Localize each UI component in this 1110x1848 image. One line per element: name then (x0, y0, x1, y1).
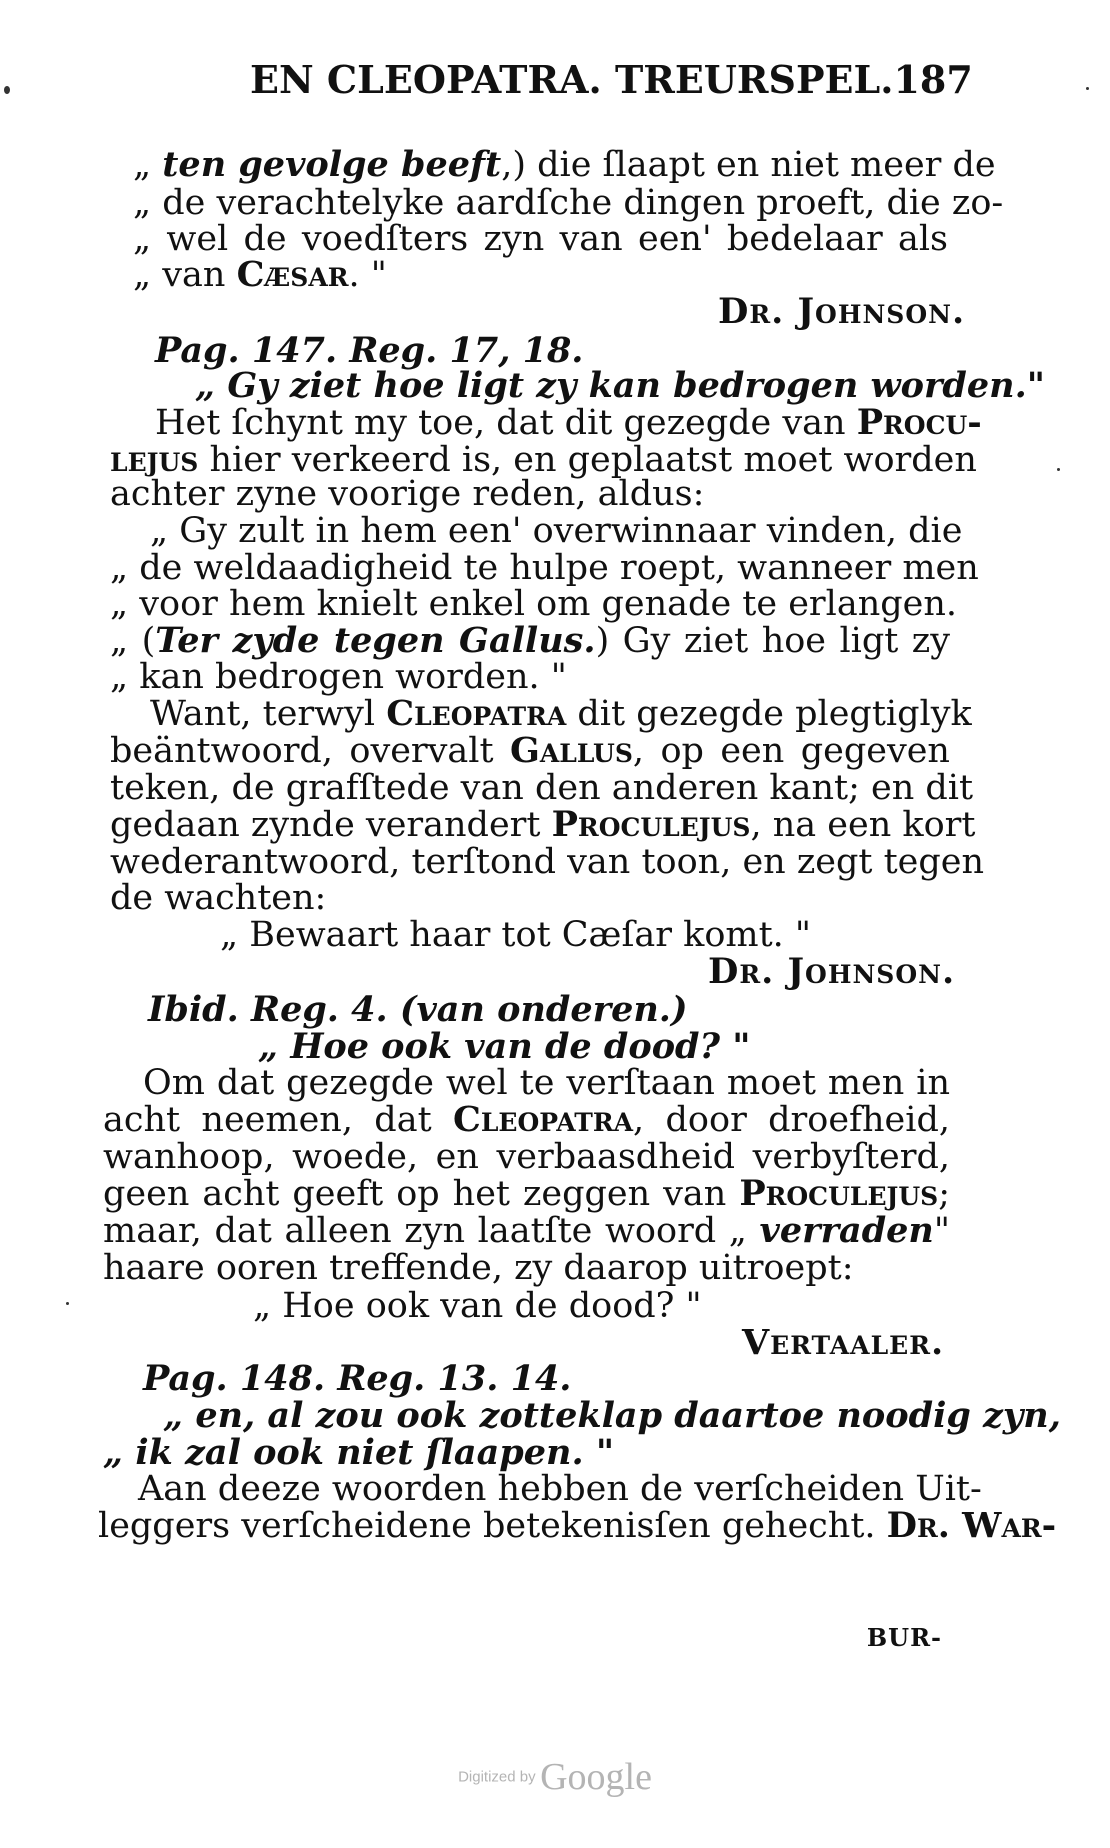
running-title: EN CLEOPATRA. TREURSPEL. (250, 57, 894, 102)
text-run: Om dat gezegde wel te verſtaan moet men in (143, 1063, 950, 1103)
text-run: , na een kort (750, 805, 976, 845)
italic-text: Ibid. Reg. 4. (van onderen.) (148, 989, 688, 1030)
signature-line: Vertaaler. (742, 1322, 945, 1363)
text-line (155, 402, 982, 443)
text-line (110, 584, 958, 624)
text-run: wederantwoord, terſtond van toon, en zegt tegen (110, 842, 985, 882)
text-line (103, 1100, 950, 1140)
text-run: Want, terwyl (150, 694, 387, 734)
digitized-by-label: Digitized by (458, 1768, 536, 1786)
italic-text: Pag. 147. Reg. 17, 18. (155, 330, 584, 371)
name-smallcaps: Procu- (856, 402, 982, 443)
text-run: ,) die ſlaapt en niet meer de (501, 145, 996, 185)
text-run: leggers verſcheidene betekenisſen gehecht. (98, 1506, 887, 1546)
digitized-watermark (0, 1755, 1110, 1799)
text-line (110, 657, 567, 697)
ink-speck (4, 86, 10, 94)
text-line (98, 1505, 1057, 1546)
italic-text: ten gevolge beeft (162, 144, 502, 185)
text-run: " (933, 1211, 950, 1251)
text-line (103, 1211, 950, 1251)
text-line (220, 915, 811, 955)
text-run: „ ( (110, 621, 156, 661)
text-line (133, 255, 387, 295)
text-run: „ de weldaadigheid te hulpe roept, wanneer men (110, 548, 979, 588)
text-run: „ de verachtelyke aardſche dingen proeft, die zo- (133, 183, 1004, 223)
text-line (110, 804, 976, 845)
text-run: achter zyne voorige reden, aldus: (110, 474, 705, 514)
signature-line: Dr. Johnson. (718, 291, 966, 332)
text-line (133, 219, 948, 259)
text-run: geen acht geeft op het zeggen van (103, 1174, 740, 1214)
name-smallcaps: Dr. War- (886, 1505, 1057, 1546)
ink-speck (66, 1302, 69, 1305)
text-run: , door droefheid, (633, 1100, 950, 1140)
name-smallcaps: Proculejus (551, 804, 751, 845)
italic-text: „ Hoe ook van de dood? " (258, 1026, 751, 1067)
italic-text: Ter zyde tegen Gallus. (155, 620, 596, 661)
text-run: ) Gy ziet hoe ligt zy (595, 621, 950, 661)
italic-text: „ Gy ziet hoe ligt zy kan bedrogen worden." (195, 365, 1046, 406)
text-run: „ wel de voedſters zyn van een' bedelaar als (133, 219, 948, 259)
text-run: dit gezegde plegtiglyk (566, 694, 972, 734)
text-line (103, 1433, 614, 1473)
text-run: de wachten: (110, 878, 327, 918)
name-smallcaps: Proculejus (739, 1173, 939, 1214)
text-line (195, 366, 1045, 406)
name-smallcaps: lejus (110, 439, 199, 480)
text-line (253, 1286, 702, 1326)
text-line (138, 1469, 982, 1509)
text-run: hier verkeerd is, en geplaatst moet worden (198, 440, 977, 480)
name-smallcaps: Cleopatra (386, 693, 567, 734)
text-line (110, 621, 950, 661)
text-run: beäntwoord, overvalt (110, 731, 510, 771)
text-run: teken, de grafſtede van den anderen kant; en dit (110, 768, 974, 808)
text-run: haare ooren treffende, zy daarop uitroept: (103, 1248, 854, 1288)
running-header (250, 57, 973, 102)
text-line (110, 731, 950, 771)
text-run: . " (348, 255, 387, 295)
name-smallcaps: Gallus (509, 730, 633, 771)
ink-speck (1086, 87, 1089, 90)
text-run: acht neemen, dat (103, 1100, 453, 1140)
text-line (110, 474, 704, 514)
text-run: ; (938, 1174, 950, 1214)
text-line (150, 693, 972, 734)
text-run: „ (133, 145, 163, 185)
name-smallcaps: Cleopatra (452, 1099, 634, 1140)
text-run: Aan deeze woorden hebben de verſcheiden Uit- (138, 1469, 982, 1509)
name-smallcaps: Cæsar (236, 254, 349, 295)
text-run: „ Bewaart haar tot Cæſar komt. " (220, 915, 812, 955)
text-line (143, 1063, 950, 1103)
text-line (110, 768, 974, 808)
text-run: , op een gegeven (632, 731, 950, 771)
text-line (143, 1359, 572, 1399)
text-run: Het ſchynt my toe, dat dit gezegde van (155, 403, 857, 443)
text-run: „ Hoe ook van de dood? " (253, 1286, 702, 1326)
text-line (103, 1174, 950, 1214)
text-line (103, 1137, 950, 1177)
text-line (110, 842, 985, 882)
text-line (103, 1248, 853, 1288)
text-line (258, 1027, 750, 1067)
italic-text: verraden (759, 1210, 934, 1251)
text-line (133, 183, 1004, 223)
catchword: BUR- (866, 1623, 942, 1652)
text-line (110, 548, 979, 588)
italic-text: „ en, al zou ook zotteklap daartoe noodig zyn, (163, 1395, 1061, 1436)
text-line (150, 511, 963, 551)
text-run: „ Gy zult in hem een' overwinnaar vinden, die (150, 511, 963, 551)
ink-speck (1057, 468, 1060, 471)
google-logo: Google (540, 1756, 652, 1798)
text-line (133, 144, 996, 185)
text-run: gedaan zynde verandert (110, 805, 552, 845)
page-number: 187 (893, 57, 973, 102)
text-line (110, 878, 326, 918)
text-run: „ van (133, 255, 237, 295)
signature-line: Dr. Johnson. (708, 951, 956, 992)
italic-text: Pag. 148. Reg. 13. 14. (143, 1358, 572, 1399)
italic-text: „ ik zal ook niet ſlaapen. " (103, 1432, 615, 1473)
text-line (148, 990, 688, 1030)
text-run: „ kan bedrogen worden. " (110, 657, 567, 697)
text-run: wanhoop, woede, en verbaasdheid verbyſterd, (103, 1137, 950, 1177)
text-line (163, 1395, 1061, 1436)
text-run: „ voor hem knielt enkel om genade te erlangen. (110, 584, 958, 624)
text-run: maar, dat alleen zyn laatſte woord „ (103, 1211, 760, 1251)
